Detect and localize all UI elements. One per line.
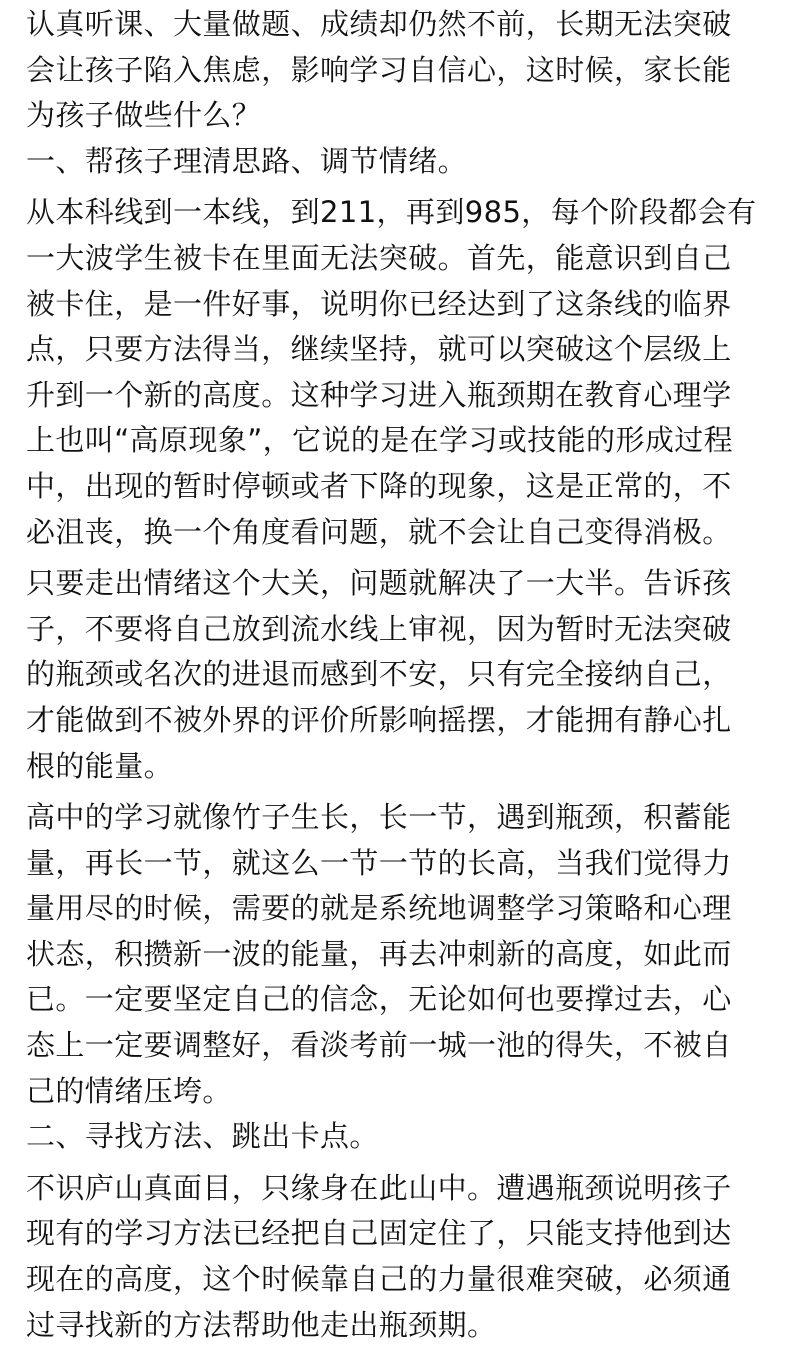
text-line: 上也叫“高原现象”，它说的是在学习或技能的形成过程 <box>26 423 734 458</box>
section-heading-2 <box>26 1114 774 1160</box>
heading-line: 一、帮孩子理清思路、调节情绪。 <box>26 143 468 178</box>
text-line: 已。一定要坚定自己的信念，无论如何也要撑过去，心 <box>26 982 732 1017</box>
text-line: 高中的学习就像竹子生长，长一节，遇到瓶颈，积蓄能 <box>26 800 732 835</box>
text-line: 根的能量。 <box>26 748 174 783</box>
text-line: 只要走出情绪这个大关，问题就解决了一大半。告诉孩 <box>26 566 732 601</box>
heading-line: 二、寻找方法、跳出卡点。 <box>26 1119 379 1154</box>
section-heading-1 <box>26 139 774 185</box>
intro-paragraph <box>26 2 774 139</box>
text-line: 点，只要方法得当，继续坚持，就可以突破这个层级上 <box>26 332 732 367</box>
text-line: 从本科线到一本线，到211，再到985，每个阶段都会有 <box>26 195 757 230</box>
paragraph-1 <box>26 190 774 555</box>
text-line: 量用尽的时候，需要的就是系统地调整学习策略和心理 <box>26 891 732 926</box>
text-line: 认真听课、大量做题、成绩却仍然不前，长期无法突破 <box>26 7 732 41</box>
text-line: 己的情绪压垮。 <box>26 1073 232 1108</box>
text-line: 才能做到不被外界的评价所影响摇摆，才能拥有静心扎 <box>26 702 732 737</box>
text-line: 不识庐山真面目，只缘身在此山中。遭遇瓶颈说明孩子 <box>26 1170 732 1205</box>
paragraph-4 <box>26 1166 774 1348</box>
paragraph-2 <box>26 561 774 789</box>
text-line: 子，不要将自己放到流水线上审视，因为暂时无法突破 <box>26 611 732 646</box>
text-line: 中，出现的暂时停顿或者下降的现象，这是正常的，不 <box>26 468 732 503</box>
text-line: 必沮丧，换一个角度看问题，就不会让自己变得消极。 <box>26 514 732 549</box>
text-line: 升到一个新的高度。这种学习进入瓶颈期在教育心理学 <box>26 377 732 412</box>
text-line: 为孩子做些什么？ <box>26 98 262 133</box>
text-line: 现有的学习方法已经把自己固定住了，只能支持他到达 <box>26 1216 732 1251</box>
text-line: 被卡住，是一件好事，说明你已经达到了这条线的临界 <box>26 286 732 321</box>
text-line: 状态，积攒新一波的能量，再去冲刺新的高度，如此而 <box>26 936 732 971</box>
text-line: 量，再长一节，就这么一节一节的长高，当我们觉得力 <box>26 845 732 880</box>
text-line: 会让孩子陷入焦虑，影响学习自信心，这时候，家长能 <box>26 52 732 87</box>
text-line: 过寻找新的方法帮助他走出瓶颈期。 <box>26 1307 497 1342</box>
text-line: 一大波学生被卡在里面无法突破。首先，能意识到自己 <box>26 240 732 275</box>
text-line: 现在的高度，这个时候靠自己的力量很难突破，必须通 <box>26 1262 732 1297</box>
text-line: 态上一定要调整好，看淡考前一城一池的得失，不被自 <box>26 1028 732 1063</box>
paragraph-3 <box>26 795 774 1114</box>
text-line: 的瓶颈或名次的进退而感到不安，只有完全接纳自己， <box>26 657 732 692</box>
